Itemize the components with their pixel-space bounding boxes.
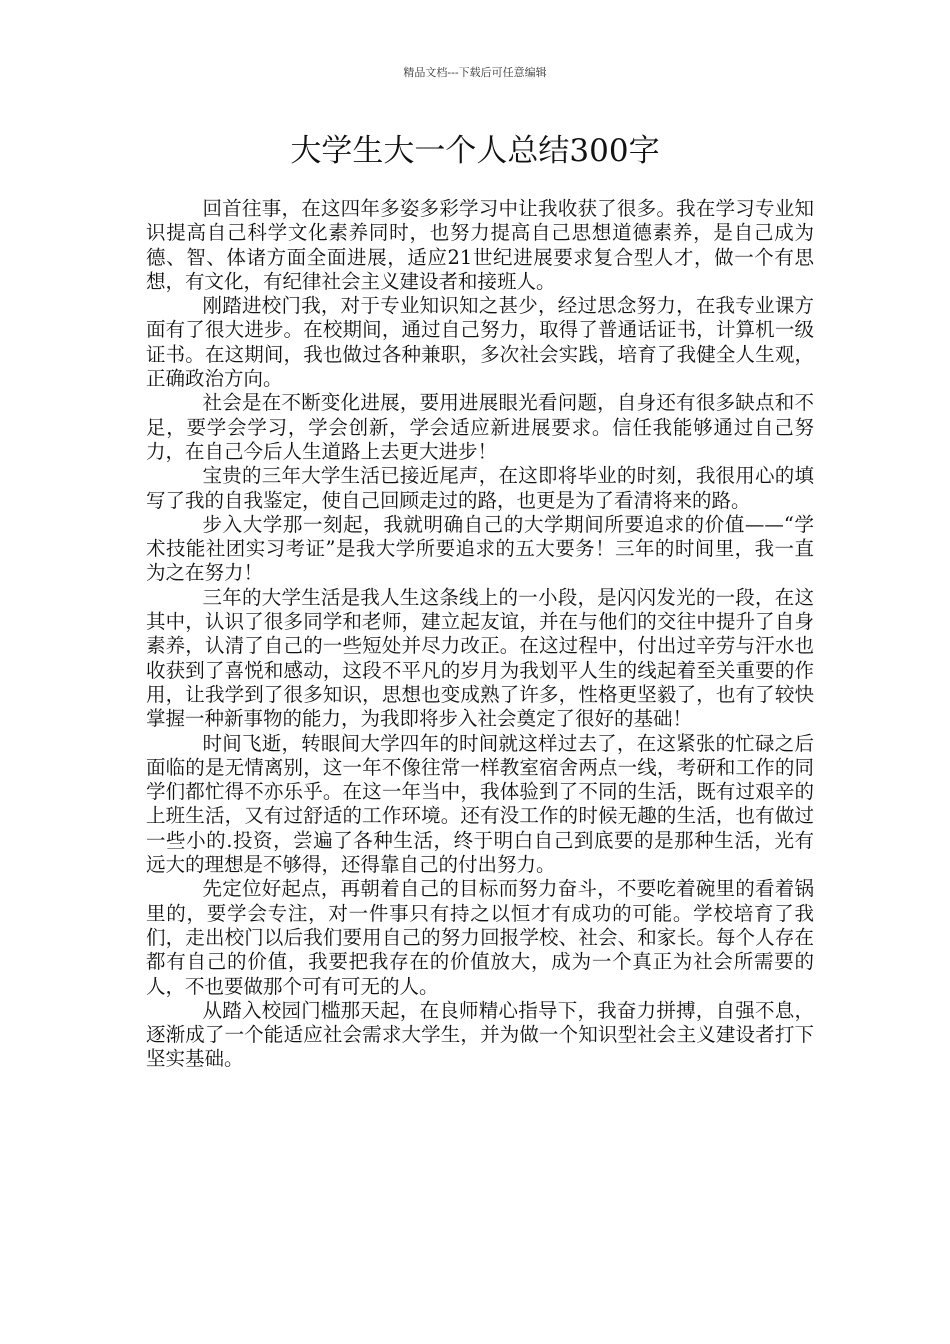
paragraph-4: 宝贵的三年大学生活已接近尾声，在这即将毕业的时刻，我很用心的填写了我的自我鉴定，使自己回顾走过的路，也更是为了看清将来的路。 [146, 464, 814, 512]
paragraph-3: 社会是在不断变化进展，要用进展眼光看问题，自身还有很多缺点和不足，要学会学习，学会创新，学会适应新进展要求。信任我能够通过自己努力，在自己今后人生道路上去更大进步！ [146, 391, 814, 463]
document-body [146, 197, 814, 1072]
header-note: 精品文档---下载后可任意编辑 [403, 66, 547, 79]
paragraph-1: 回首往事，在这四年多姿多彩学习中让我收获了很多。我在学习专业知识提高自己科学文化素养同时，也努力提高自己思想道德素养，是自己成为德、智、体诸方面全面进展，适应21世纪进展要求复合型人才，做一个有思想，有文化，有纪律社会主义建设者和接班人。 [146, 197, 814, 293]
paragraph-2: 刚踏进校门我，对于专业知识知之甚少，经过思念努力，在我专业课方面有了很大进步。在校期间，通过自己努力，取得了普通话证书，计算机一级证书。在这期间，我也做过各种兼职，多次社会实践，培育了我健全人生观，正确政治方向。 [146, 294, 814, 391]
paragraph-6: 三年的大学生活是我人生这条线上的一小段，是闪闪发光的一段，在这其中，认识了很多同学和老师，建立起友谊，并在与他们的交往中提升了自身素养，认清了自己的一些短处并尽力改正。在这过程中，付出过辛劳与汗水也收获到了喜悦和感动，这段不平凡的岁月为我划平人生的线起着至关重要的作用，让我学到了很多知识，思想也变成熟了许多，性格更坚毅了，也有了较快掌握一种新事物的能力，为我即将步入社会奠定了很好的基础！ [146, 585, 814, 731]
paragraph-8: 先定位好起点，再朝着自己的目标而努力奋斗，不要吃着碗里的看着锅里的，要学会专注，对一件事只有持之以恒才有成功的可能。学校培育了我们，走出校门以后我们要用自己的努力回报学校、社会、和家长。每个人存在都有自己的价值，我要把我存在的价值放大，成为一个真正为社会所需要的人，不也要做那个可有可无的人。 [146, 877, 814, 998]
document-title: 大学生大一个人总结300字 [290, 133, 660, 169]
paragraph-9: 从踏入校园门槛那天起，在良师精心指导下，我奋力拼搏，自强不息，逐渐成了一个能适应社会需求大学生，并为做一个知识型社会主义建设者打下坚实基础。 [146, 998, 814, 1071]
paragraph-5: 步入大学那一刻起，我就明确自己的大学期间所要追求的价值——“学术技能社团实习考证”是我大学所要追求的五大要务！三年的时间里，我一直为之在努力！ [146, 512, 814, 585]
paragraph-7: 时间飞逝，转眼间大学四年的时间就这样过去了，在这紧张的忙碌之后面临的是无情离别，这一年不像往常一样教室宿舍两点一线，考研和工作的同学们都忙得不亦乐乎。在这一年当中，我体验到了不同的生活，既有过艰辛的上班生活，又有过舒适的工作环境。还有没工作的时候无趣的生活，也有做过一些小的.投资，尝遍了各种生活，终于明白自己到底要的是那种生活，光有远大的理想是不够得，还得靠自己的付出努力。 [146, 731, 814, 877]
